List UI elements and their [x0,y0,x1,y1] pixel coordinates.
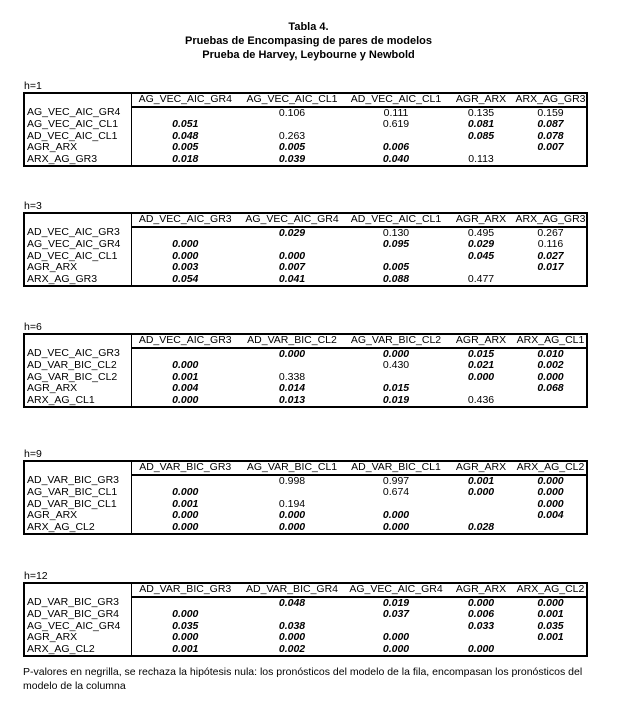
empty-cell [131,597,239,610]
table-row [24,154,587,167]
section-h1 [23,80,588,167]
empty-cell [447,632,515,644]
table-row [24,107,587,120]
empty-cell [515,644,587,657]
p-value-cell: 0.000 [467,371,495,383]
p-value-cell: 0.045 [467,250,495,262]
horizon-label: h=9 [24,448,42,460]
p-value-cell: 0.106 [278,106,306,119]
corner-cell [24,213,131,227]
p-value-cell: 0.068 [537,383,564,394]
p-value-cell: 0.007 [278,262,306,273]
table-row [24,360,587,372]
row-header: AD_VAR_BIC_GR4 [24,609,131,621]
empty-cell [447,262,515,274]
p-value-cell: 0.159 [537,106,564,119]
empty-cell [345,251,447,263]
p-value-cell: 0.000 [537,474,564,487]
column-header: AD_VAR_BIC_GR3 [131,583,239,597]
empty-cell [515,395,587,408]
row-header: AG_VEC_AIC_CL1 [24,119,131,131]
table-row [24,274,587,287]
p-value-cell: 0.019 [382,394,410,406]
column-header: AG_VEC_AIC_CL1 [239,93,345,107]
table-row [24,621,587,633]
row-header: ARX_AG_CL2 [24,644,131,657]
p-value-cell: 0.001 [172,643,199,655]
p-value-cell: 0.267 [537,226,564,239]
empty-cell [131,348,239,361]
p-value-cell: 0.038 [278,620,306,632]
p-value-cell: 0.040 [382,153,410,165]
empty-cell [345,372,447,384]
p-value-cell: 0.000 [467,596,495,609]
table-title [0,20,617,62]
p-value-cell: 0.001 [172,371,199,383]
table-row [24,239,587,251]
p-value-cell: 0.028 [467,521,495,533]
p-value-cell: 0.081 [467,119,495,130]
p-value-cell: 0.000 [172,487,199,498]
p-value-cell: 0.000 [172,609,199,620]
row-header: AD_VEC_AIC_CL1 [24,131,131,143]
p-value-cell: 0.000 [172,250,199,262]
table-row [24,597,587,610]
p-value-cell: 0.000 [278,250,306,262]
column-header: ARX_AG_CL2 [515,583,587,597]
p-value-cell: 0.005 [382,262,410,273]
row-header: AGR_ARX [24,262,131,274]
horizon-label: h=12 [24,570,48,582]
table-row [24,383,587,395]
p-value-cell: 0.000 [537,487,564,498]
empty-cell [239,609,345,621]
p-value-cell: 0.436 [467,394,495,406]
empty-cell [345,131,447,143]
table-row [24,395,587,408]
p-value-cell: 0.002 [278,643,306,655]
empty-cell [447,499,515,511]
row-header: AGR_ARX [24,383,131,395]
corner-cell [24,93,131,107]
p-value-cell: 0.000 [382,521,410,533]
encompassing-table [23,212,588,287]
row-header: ARX_AG_CL2 [24,522,131,535]
p-value-cell: 0.003 [172,262,199,273]
p-value-cell: 0.000 [172,521,199,533]
empty-cell [515,154,587,167]
p-value-cell: 0.015 [467,347,495,360]
p-value-cell: 0.000 [278,632,306,643]
column-header: ARX_AG_CL1 [515,334,587,348]
p-value-cell: 0.006 [467,609,495,620]
column-header: AGR_ARX [447,583,515,597]
p-value-cell: 0.000 [467,643,495,655]
column-header: AG_VAR_BIC_CL1 [239,461,345,475]
section-h6 [23,321,588,408]
title-line-3: Prueba de Harvey, Leybourne y Newbold [202,49,415,61]
column-header: ARX_AG_GR3 [515,213,586,225]
p-value-cell: 0.027 [537,250,564,262]
p-value-cell: 0.002 [537,360,564,371]
table-row [24,119,587,131]
p-value-cell: 0.000 [467,487,495,498]
p-value-cell: 0.035 [172,620,199,632]
table-row [24,609,587,621]
footnote: P-valores en negrilla, se rechaza la hipótesis nula: los pronósticos del modelo de la fila, encompasan los pronósticos del modelo de la columna [23,666,583,692]
table-row [24,372,587,384]
column-header: AD_VEC_AIC_CL1 [345,93,447,107]
p-value-cell: 0.495 [467,226,495,239]
empty-cell [345,499,447,511]
p-value-cell: 0.000 [382,510,410,521]
p-value-cell: 0.000 [172,632,199,643]
table-row [24,131,587,143]
empty-cell [447,383,515,395]
header-row [24,583,587,597]
column-header: ARX_AG_GR3 [515,93,586,105]
p-value-cell: 0.004 [537,510,564,521]
row-header: AG_VAR_BIC_CL1 [24,487,131,499]
p-value-cell: 0.001 [537,632,564,643]
column-header: ARX_AG_CL2 [515,461,587,475]
column-header: AD_VAR_BIC_GR4 [239,583,345,597]
p-value-cell: 0.000 [278,347,306,360]
row-header: AG_VAR_BIC_CL2 [24,372,131,384]
column-header: AGR_ARX [447,461,515,475]
p-value-cell: 0.048 [172,130,199,142]
p-value-cell: 0.135 [467,106,495,119]
p-value-cell: 0.619 [382,119,410,130]
table-row [24,522,587,535]
empty-cell [239,360,345,372]
row-header: AD_VAR_BIC_GR3 [24,475,131,488]
encompassing-table [23,460,588,535]
p-value-cell: 0.000 [278,521,306,533]
column-header: AGR_ARX [447,93,515,107]
p-value-cell: 0.000 [172,239,199,250]
title-line-1: Tabla 4. [288,21,329,33]
p-value-cell: 0.000 [382,643,410,655]
p-value-cell: 0.087 [537,119,564,130]
empty-cell [515,274,587,287]
row-header: AD_VAR_BIC_CL2 [24,360,131,372]
p-value-cell: 0.430 [382,360,410,371]
p-value-cell: 0.054 [172,273,199,285]
p-value-cell: 0.111 [383,106,409,119]
p-value-cell: 0.005 [278,142,306,153]
p-value-cell: 0.010 [537,347,564,360]
p-value-cell: 0.029 [467,239,495,250]
empty-cell [239,119,345,131]
p-value-cell: 0.000 [382,347,410,360]
p-value-cell: 0.000 [382,632,410,643]
table-row [24,348,587,361]
p-value-cell: 0.088 [382,273,410,285]
empty-cell [131,475,239,488]
p-value-cell: 0.004 [172,383,199,394]
column-header: AG_VEC_AIC_GR4 [239,213,345,227]
empty-cell [447,510,515,522]
header-row [24,461,587,475]
column-header: AD_VAR_BIC_GR3 [131,461,239,475]
p-value-cell: 0.041 [278,273,306,285]
p-value-cell: 0.001 [467,474,495,487]
horizon-label: h=6 [24,321,42,333]
p-value-cell: 0.001 [172,498,199,510]
p-value-cell: 0.113 [468,153,494,165]
p-value-cell: 0.015 [382,383,410,394]
p-value-cell: 0.263 [278,130,306,142]
p-value-cell: 0.338 [278,371,306,383]
column-header: AD_VAR_BIC_CL2 [239,334,345,348]
row-header: AD_VAR_BIC_GR3 [24,597,131,610]
section-h3 [23,200,588,287]
table-row [24,487,587,499]
p-value-cell: 0.048 [278,596,306,609]
table-row [24,644,587,657]
empty-cell [239,239,345,251]
header-row [24,93,587,107]
p-value-cell: 0.033 [467,620,495,632]
p-value-cell: 0.000 [172,394,199,406]
row-header: AGR_ARX [24,632,131,644]
empty-cell [131,107,239,120]
p-value-cell: 0.194 [278,498,306,510]
row-header: ARX_AG_GR3 [24,274,131,287]
p-value-cell: 0.477 [467,273,495,285]
title-line-2: Pruebas de Encompasing de pares de modelos [185,35,432,47]
p-value-cell: 0.130 [382,226,410,239]
corner-cell [24,583,131,597]
row-header: ARX_AG_CL1 [24,395,131,408]
empty-cell [131,227,239,240]
p-value-cell: 0.998 [278,474,306,487]
column-header: AG_VEC_AIC_GR4 [345,583,447,597]
p-value-cell: 0.005 [172,142,199,153]
section-h9 [23,448,588,535]
p-value-cell: 0.000 [172,510,199,521]
corner-cell [24,461,131,475]
horizon-label: h=1 [24,80,42,92]
row-header: AG_VEC_AIC_GR4 [24,621,131,633]
p-value-cell: 0.001 [537,609,564,620]
empty-cell [515,522,587,535]
p-value-cell: 0.021 [467,360,495,371]
p-value-cell: 0.085 [467,130,495,142]
column-header: AD_VEC_AIC_GR3 [131,334,239,348]
table-row [24,142,587,154]
row-header: AD_VAR_BIC_CL1 [24,499,131,511]
p-value-cell: 0.037 [382,609,410,620]
p-value-cell: 0.674 [382,487,410,498]
row-header: AD_VEC_AIC_CL1 [24,251,131,263]
row-header: AGR_ARX [24,510,131,522]
empty-cell [345,621,447,633]
row-header: AGR_ARX [24,142,131,154]
p-value-cell: 0.014 [278,383,306,394]
table-row [24,632,587,644]
p-value-cell: 0.039 [278,153,306,165]
p-value-cell: 0.018 [172,153,199,165]
p-value-cell: 0.000 [537,371,564,383]
row-header: AG_VEC_AIC_GR4 [24,107,131,120]
p-value-cell: 0.078 [537,130,564,142]
column-header: AD_VEC_AIC_GR3 [131,213,239,227]
row-header: AG_VEC_AIC_GR4 [24,239,131,251]
p-value-cell: 0.000 [537,596,564,609]
column-header: AG_VEC_AIC_GR4 [131,93,239,107]
table-row [24,499,587,511]
table-row [24,510,587,522]
p-value-cell: 0.017 [537,262,564,273]
p-value-cell: 0.095 [382,239,410,250]
horizon-label: h=3 [24,200,42,212]
p-value-cell: 0.029 [278,226,306,239]
encompassing-table [23,92,588,167]
column-header: AGR_ARX [447,213,515,227]
p-value-cell: 0.035 [537,620,564,632]
column-header: AD_VAR_BIC_CL1 [345,461,447,475]
row-header: ARX_AG_GR3 [24,154,131,167]
table-row [24,251,587,263]
p-value-cell: 0.000 [278,510,306,521]
section-h12 [23,570,588,657]
p-value-cell: 0.019 [382,596,410,609]
table-row [24,475,587,488]
p-value-cell: 0.051 [172,119,199,130]
column-header: AG_VAR_BIC_CL2 [345,334,447,348]
empty-cell [239,487,345,499]
corner-cell [24,334,131,348]
header-row [24,334,587,348]
row-header: AD_VEC_AIC_GR3 [24,227,131,240]
empty-cell [447,142,515,154]
table-row [24,262,587,274]
p-value-cell: 0.006 [382,142,410,153]
p-value-cell: 0.013 [278,394,306,406]
p-value-cell: 0.116 [537,239,564,250]
p-value-cell: 0.997 [382,474,410,487]
encompassing-table [23,582,588,657]
p-value-cell: 0.007 [537,142,564,153]
column-header: AD_VEC_AIC_CL1 [345,213,447,227]
encompassing-table [23,333,588,408]
row-header: AD_VEC_AIC_GR3 [24,348,131,361]
p-value-cell: 0.000 [172,360,199,371]
column-header: AGR_ARX [447,334,515,348]
header-row [24,213,587,227]
p-value-cell: 0.000 [537,498,564,510]
table-row [24,227,587,240]
